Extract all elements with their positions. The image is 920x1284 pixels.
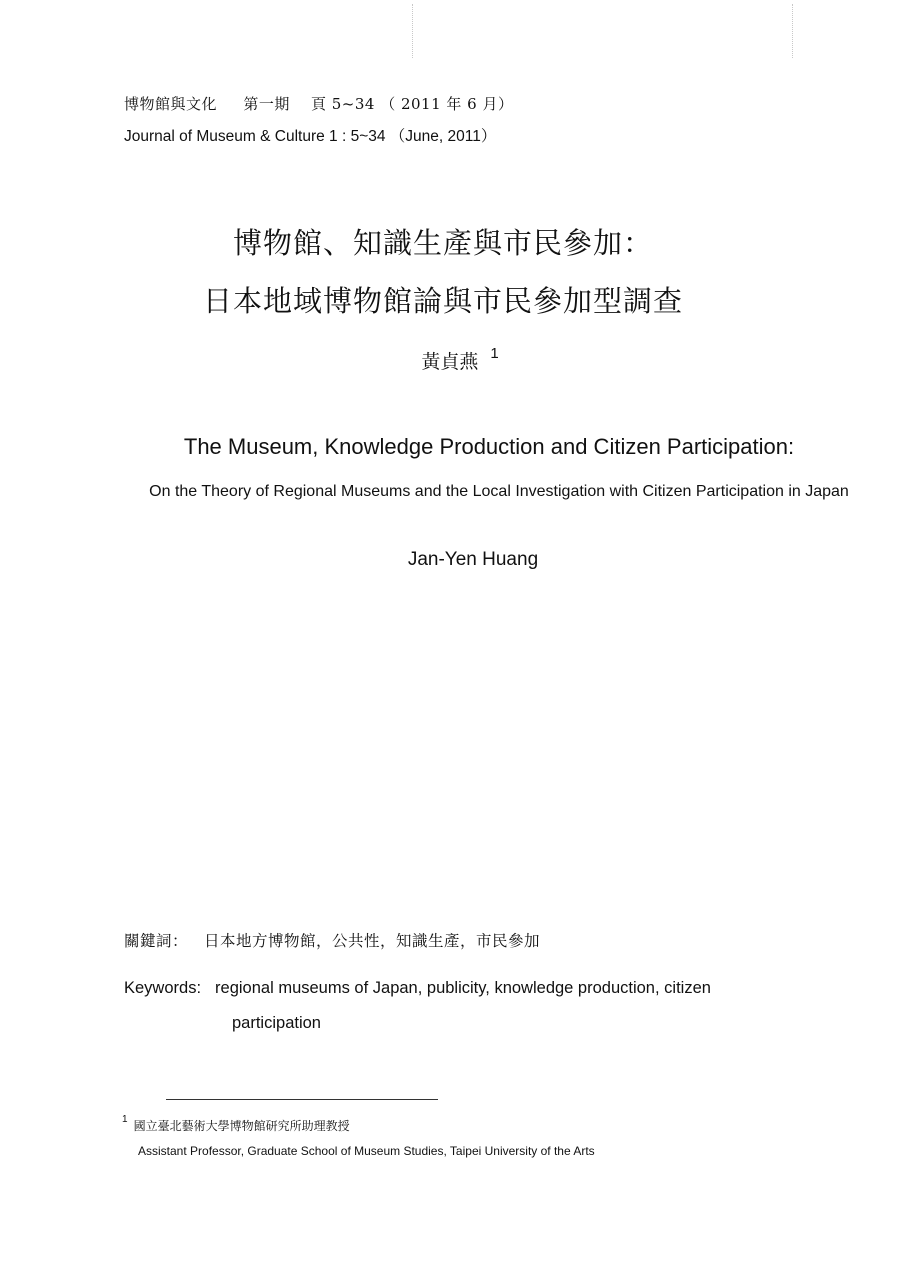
keywords-zh-label: 關鍵詞： bbox=[124, 932, 189, 950]
title-en-line2: On the Theory of Regional Museums and the Local Investigation with Citizen Participation in Japan bbox=[149, 483, 849, 500]
footnote-zh-text: 國立臺北藝術大學博物館研究所助理教授 bbox=[133, 1119, 350, 1133]
author-zh bbox=[0, 344, 920, 374]
pages-zh: 頁 5~34 （ 2011 年 6 月） bbox=[310, 95, 514, 113]
crop-mark-left bbox=[412, 4, 413, 58]
citation-en: Journal of Museum & Culture 1 : 5~34 （June, 2011） bbox=[124, 128, 497, 145]
title-zh-line2: 日本地域博物館論與市民參加型調查 bbox=[202, 284, 683, 318]
footnote-separator bbox=[166, 1099, 438, 1100]
keywords-en bbox=[124, 979, 711, 998]
crop-mark-right bbox=[792, 4, 793, 58]
issue-zh: 第一期 bbox=[243, 95, 290, 113]
keywords-en-text: regional museums of Japan, publicity, knowledge production, citizen bbox=[215, 979, 711, 997]
keywords-en-label: Keywords: bbox=[124, 979, 202, 997]
author-en: Jan-Yen Huang bbox=[407, 549, 539, 570]
footnote-number: 1 bbox=[122, 1114, 128, 1125]
title-en-line1: The Museum, Knowledge Production and Citizen Participation: bbox=[183, 434, 795, 459]
keywords-zh bbox=[124, 929, 540, 951]
keywords-en-continuation: participation bbox=[232, 1014, 321, 1032]
journal-name-zh: 博物館與文化 bbox=[124, 95, 218, 113]
author-zh-name: 黃貞燕 bbox=[421, 351, 479, 373]
footnote-zh bbox=[122, 1114, 350, 1134]
footnote-mark[interactable]: 1 bbox=[490, 344, 499, 362]
citation-zh bbox=[124, 93, 513, 114]
keywords-zh-text: 日本地方博物館，公共性，知識生產，市民參加 bbox=[204, 932, 541, 950]
footnote-en: Assistant Professor, Graduate School of Museum Studies, Taipei University of the Arts bbox=[138, 1144, 595, 1158]
title-zh-line1: 博物館、知識生產與市民參加： bbox=[232, 226, 653, 260]
